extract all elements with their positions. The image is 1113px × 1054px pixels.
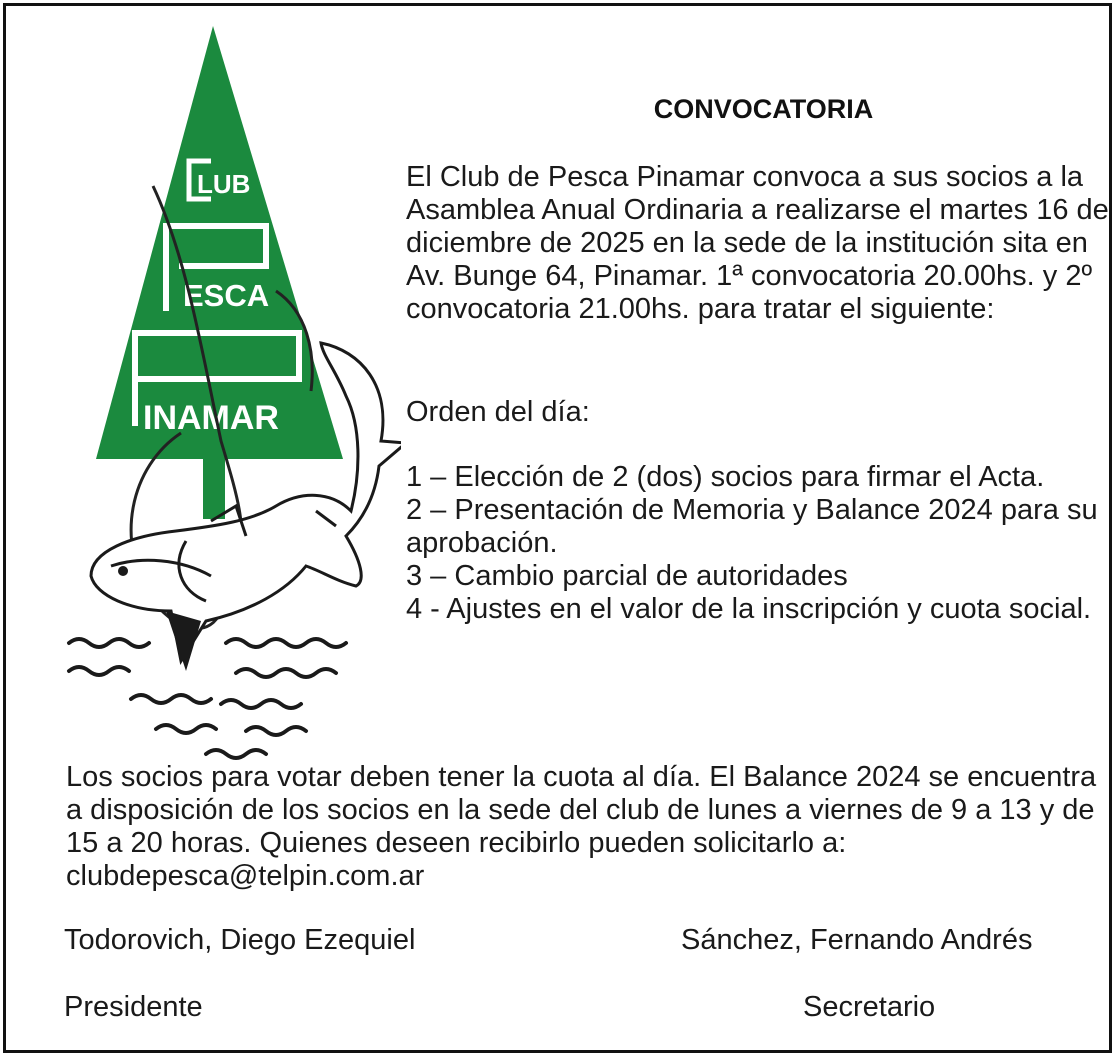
logo-pesca-text: ESCA (183, 278, 270, 313)
logo-trunk (203, 457, 225, 519)
secretary-name: Sánchez, Fernando Andrés (681, 924, 1033, 956)
agenda-item: 3 – Cambio parcial de autoridades (406, 560, 848, 592)
agenda-heading: Orden del día: (406, 396, 590, 428)
notice-title: CONVOCATORIA (653, 94, 874, 124)
president-role: Presidente (64, 991, 203, 1023)
secretary-role: Secretario (803, 991, 936, 1023)
logo-club-text: LUB (197, 169, 251, 199)
logo-pinamar-text: INAMAR (143, 399, 279, 437)
agenda-item: 1 – Elección de 2 (dos) socios para firmar el Acta. (406, 461, 1045, 493)
notice-footer: Los socios para votar deben tener la cuota al día. El Balance 2024 se encuentra a disposición de los socios en la sede del club de lunes a viernes de 9 a 13 y de 15 a 20 horas. Quienes deseen recibirlo pueden solicitarlo a: clubdepesca@telpin.com.ar (66, 761, 1097, 892)
agenda-item: 2 – Presentación de Memoria y Balance 2024 para su aprobación. (406, 494, 1098, 559)
president-name: Todorovich, Diego Ezequiel (64, 924, 416, 956)
logo-water (69, 639, 346, 758)
agenda-item: 4 - Ajustes en el valor de la inscripción y cuota social. (406, 593, 1092, 625)
notice-intro: El Club de Pesca Pinamar convoca a sus socios a la Asamblea Anual Ordinaria a realizarse el martes 16 de diciembre de 2025 en la sede de la institución sita en Av. Bunge 64, Pinamar. 1ª convocatoria 20.00hs. y 2º convocatoria 21.00hs. para tratar el siguiente: (406, 161, 1109, 325)
club-logo (61, 21, 401, 766)
agenda-list (406, 461, 1111, 626)
notice-frame (3, 3, 1112, 1053)
